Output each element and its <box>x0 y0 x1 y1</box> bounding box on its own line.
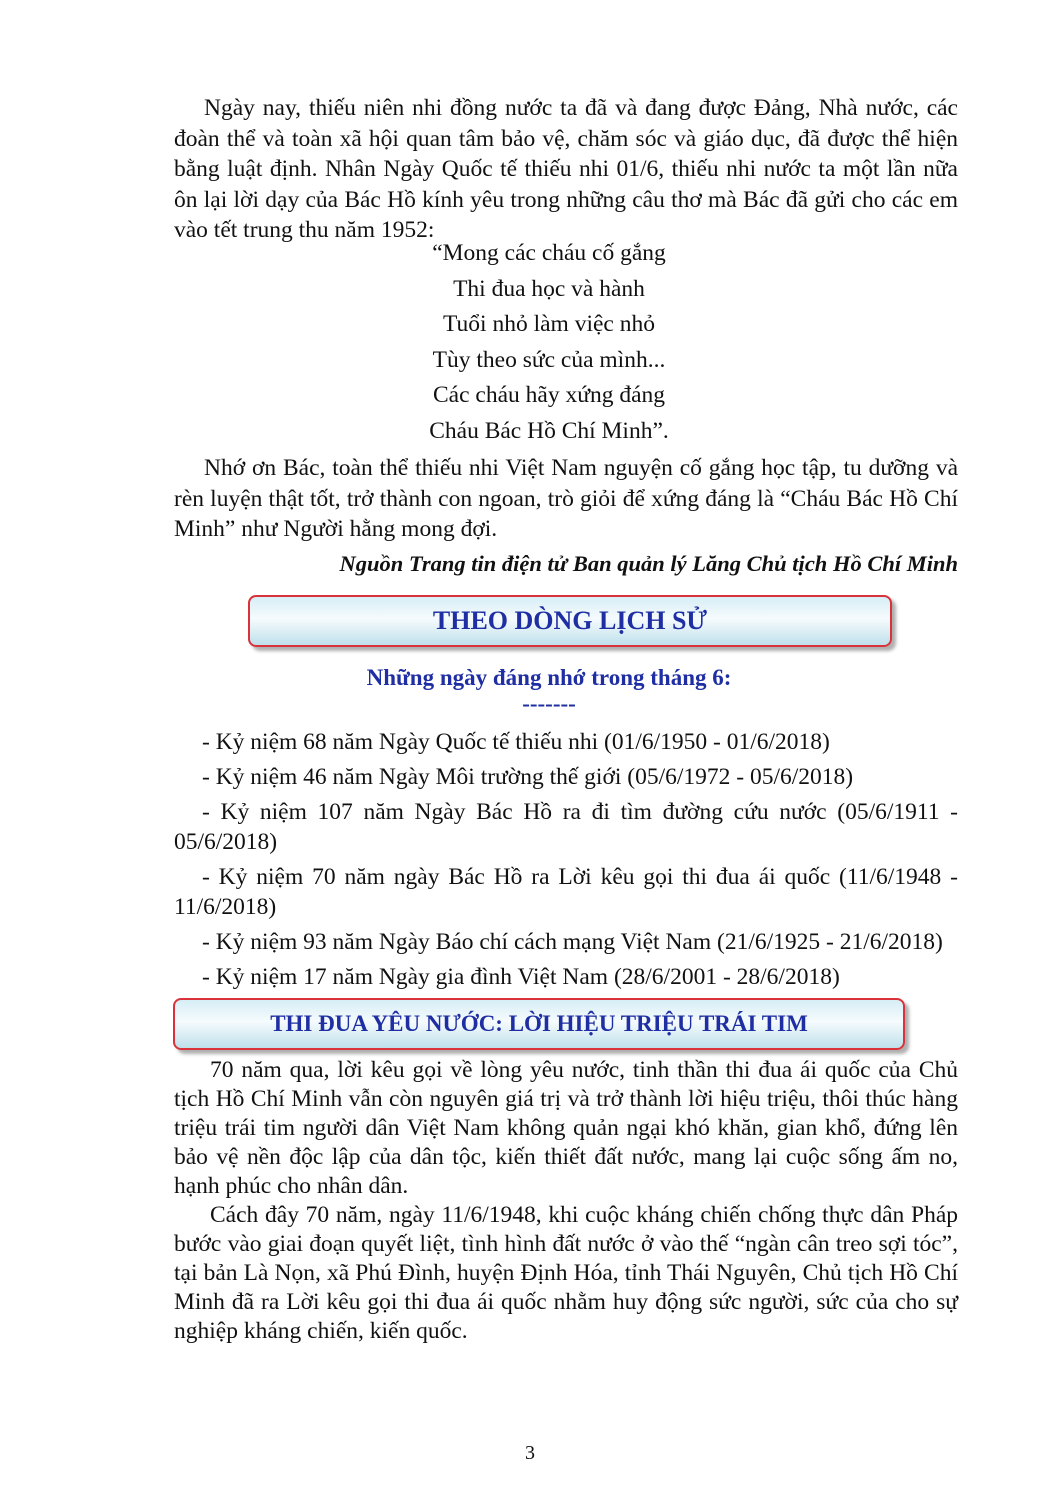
section-banner-history <box>248 595 892 647</box>
section-title-emulation: THI ĐUA YÊU NƯỚC: LỜI HIỆU TRIỆU TRÁI TIM <box>270 1011 808 1036</box>
poem-line: Các cháu hãy xứng đáng <box>433 382 665 408</box>
list-item: - Kỷ niệm 46 năm Ngày Môi trường thế giới (05/6/1972 - 05/6/2018) <box>202 764 854 790</box>
memorable-days-list <box>174 727 958 992</box>
section-title-history: THEO DÒNG LỊCH SỬ <box>432 606 708 635</box>
list-item: - Kỷ niệm 70 năm ngày Bác Hồ ra Lời kêu gọi thi đua ái quốc (11/6/1948 - 11/6/2018) <box>174 864 958 920</box>
poem-line: Tùy theo sức của mình... <box>432 346 666 373</box>
poem-line: Thi đua học và hành <box>453 275 645 302</box>
intro-paragraph: Ngày nay, thiếu niên nhi đồng nước ta đã và đang được Đảng, Nhà nước, các đoàn thể và toàn xã hội quan tâm bảo vệ, chăm sóc và giáo dục, đã được thể hiện bằng luật định. Nhân Ngày Quốc tế thiếu nhi 01/6, thiếu nhi nước ta một lần nữa ôn lại lời dạy của Bác Hồ kính yêu trong những câu thơ mà Bác đã gửi cho các em vào tết trung thu năm 1952: <box>174 95 958 243</box>
poem-line: Tuổi nhỏ làm việc nhỏ <box>443 311 655 337</box>
poem-line: Cháu Bác Hồ Chí Minh”. <box>429 417 669 444</box>
closing-paragraph: Nhớ ơn Bác, toàn thể thiếu nhi Việt Nam nguyện cố gắng học tập, tu dưỡng và rèn luyện thật tốt, trở thành con ngoan, trò giỏi để xứng đáng là “Cháu Bác Hồ Chí Minh” như Người hằng mong đợi. <box>174 455 958 542</box>
source-line: Nguồn Trang tin điện tử Ban quản lý Lăng Chủ tịch Hồ Chí Minh <box>339 551 958 576</box>
poem-line: “Mong các cháu cố gắng <box>432 240 666 266</box>
section-subtitle: Những ngày đáng nhớ trong tháng 6: <box>366 665 732 690</box>
poem <box>174 236 924 449</box>
emulation-block <box>174 1056 958 1346</box>
list-item: - Kỷ niệm 17 năm Ngày gia đình Việt Nam (28/6/2001 - 28/6/2018) <box>202 964 840 990</box>
list-item: - Kỷ niệm 93 năm Ngày Báo chí cách mạng Việt Nam (21/6/1925 - 21/6/2018) <box>202 929 943 955</box>
list-item: - Kỷ niệm 107 năm Ngày Bác Hồ ra đi tìm đường cứu nước (05/6/1911 - 05/6/2018) <box>174 799 958 855</box>
emulation-paragraph: 70 năm qua, lời kêu gọi về lòng yêu nước, tinh thần thi đua ái quốc của Chủ tịch Hồ Chí Minh vẫn còn nguyên giá trị và trở thành lời hiệu triệu, thôi thúc hàng triệu trái tim người dân Việt Nam không quản ngại khó khăn, gian khổ, đứng lên bảo vệ nền độc lập của dân tộc, kiến thiết đất nước, mang lại cuộc sống ấm no, hạnh phúc cho nhân dân. <box>174 1057 958 1199</box>
page-number: 3 <box>525 1442 535 1464</box>
section-separator: ------- <box>522 691 576 716</box>
section-banner-emulation <box>173 998 905 1050</box>
list-item: - Kỷ niệm 68 năm Ngày Quốc tế thiếu nhi (01/6/1950 - 01/6/2018) <box>202 729 830 755</box>
closing-block <box>174 453 958 545</box>
intro-block <box>174 93 958 246</box>
emulation-paragraph: Cách đây 70 năm, ngày 11/6/1948, khi cuộc kháng chiến chống thực dân Pháp bước vào giai đoạn quyết liệt, tình hình đất nước ở vào thế “ngàn cân treo sợi tóc”, tại bản Là Nọn, xã Phú Đình, huyện Định Hóa, tỉnh Thái Nguyên, Chủ tịch Hồ Chí Minh đã ra Lời kêu gọi thi đua ái quốc nhằm huy động sức người, sức của cho sự nghiệp kháng chiến, kiến quốc. <box>174 1202 958 1344</box>
